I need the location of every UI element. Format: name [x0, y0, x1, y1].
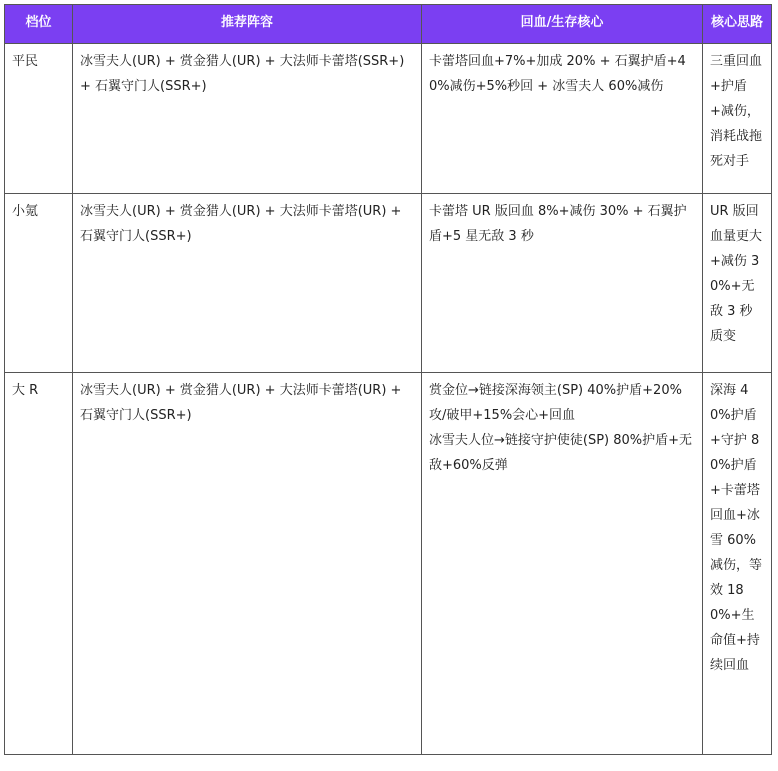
table-header-row	[5, 5, 772, 44]
cell-tier: 大 R	[5, 373, 73, 755]
header-lineup: 推荐阵容	[73, 5, 422, 44]
header-tier: 档位	[5, 5, 73, 44]
cell-idea: UR 版回血量更大+减伤 30%+无敌 3 秒质变	[703, 194, 772, 373]
cell-core: 卡蕾塔回血+7%+加成 20% + 石翼护盾+40%减伤+5%秒回 + 冰雪夫人 60%减伤	[422, 44, 703, 194]
header-core: 回血/生存核心	[422, 5, 703, 44]
cell-lineup: 冰雪夫人(UR) + 赏金猎人(UR) + 大法师卡蕾塔(UR) + 石翼守门人(SSR+)	[73, 194, 422, 373]
cell-tier: 平民	[5, 44, 73, 194]
core-line: 赏金位→链接深海领主(SP) 40%护盾+20%攻/破甲+15%会心+回血	[429, 383, 682, 423]
cell-core	[422, 373, 703, 755]
cell-lineup: 冰雪夫人(UR) + 赏金猎人(UR) + 大法师卡蕾塔(UR) + 石翼守门人(SSR+)	[73, 373, 422, 755]
cell-idea: 三重回血+护盾+减伤，消耗战拖死对手	[703, 44, 772, 194]
lineup-table	[4, 4, 772, 755]
cell-tier: 小氪	[5, 194, 73, 373]
cell-core: 卡蕾塔 UR 版回血 8%+减伤 30% + 石翼护盾+5 星无敌 3 秒	[422, 194, 703, 373]
table-row	[5, 373, 772, 755]
table-row	[5, 194, 772, 373]
cell-idea: 深海 40%护盾+守护 80%护盾+卡蕾塔回血+冰雪 60%减伤，等效 180%+生命值+持续回血	[703, 373, 772, 755]
table-row	[5, 44, 772, 194]
cell-lineup: 冰雪夫人(UR) + 赏金猎人(UR) + 大法师卡蕾塔(SSR+) + 石翼守门人(SSR+)	[73, 44, 422, 194]
header-idea: 核心思路	[703, 5, 772, 44]
core-line: 冰雪夫人位→链接守护使徒(SP) 80%护盾+无敌+60%反弹	[429, 433, 693, 473]
